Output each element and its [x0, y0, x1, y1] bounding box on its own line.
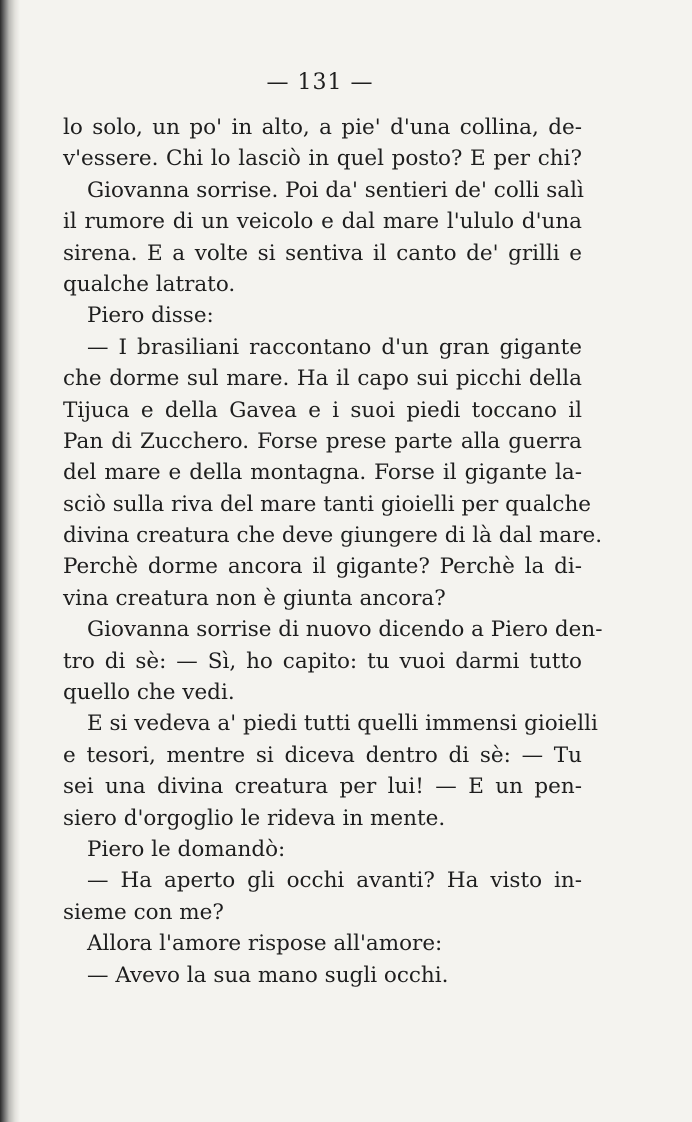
text-line: Pan di Zucchero. Forse prese parte alla guerra [63, 428, 582, 454]
body-text [63, 112, 603, 991]
text-line: siero d'orgoglio le rideva in mente. [63, 805, 446, 831]
text-line: Perchè dorme ancora il gigante? Perchè la di- [63, 554, 582, 580]
text-line: Allora l'amore rispose all'amore: [87, 931, 443, 957]
text-line: che dorme sul mare. Ha il capo sui picchi della [63, 366, 582, 392]
text-line: il rumore di un veicolo e dal mare l'ululo d'una [63, 209, 582, 235]
text-line: v'essere. Chi lo lasciò in quel posto? E per chi? [63, 146, 582, 172]
text-line: — Ha aperto gli occhi avanti? Ha visto in- [87, 868, 582, 894]
text-line: — Avevo la sua mano sugli occhi. [87, 962, 449, 988]
text-line: sei una divina creatura per lui! — E un pen- [63, 774, 582, 800]
book-spine-shadow [0, 0, 20, 1122]
text-line: del mare e della montagna. Forse il gigante la- [63, 460, 582, 486]
text-line: Giovanna sorrise di nuovo dicendo a Piero den- [87, 617, 603, 643]
text-line: qualche latrato. [63, 271, 236, 297]
page-number: — 131 — [266, 70, 374, 95]
text-line: Giovanna sorrise. Poi da' sentieri de' colli salì [87, 177, 584, 203]
text-line: tro di sè: — Sì, ho capito: tu vuoi darmi tutto [63, 648, 582, 674]
text-line: sciò sulla riva del mare tanti gioielli per qualche [63, 491, 592, 517]
text-line: E si vedeva a' piedi tutti quelli immensi gioielli [87, 711, 598, 737]
text-line: — I brasiliani raccontano d'un gran gigante [87, 334, 582, 360]
text-line: lo solo, un po' in alto, a pie' d'una collina, de- [63, 115, 582, 140]
text-line: sieme con me? [63, 899, 224, 925]
text-line: Piero disse: [87, 303, 214, 329]
text-line: sirena. E a volte si sentiva il canto de' grilli e [63, 240, 582, 266]
text-line: Tijuca e della Gavea e i suoi piedi toccano il [63, 397, 582, 423]
text-line: quello che vedi. [63, 680, 235, 706]
text-line: vina creatura non è giunta ancora? [63, 585, 446, 611]
text-line: e tesori, mentre si diceva dentro di sè: — Tu [63, 742, 582, 768]
text-line: divina creatura che deve giungere di là dal mare. [63, 523, 603, 549]
text-line: Piero le domandò: [87, 836, 286, 862]
